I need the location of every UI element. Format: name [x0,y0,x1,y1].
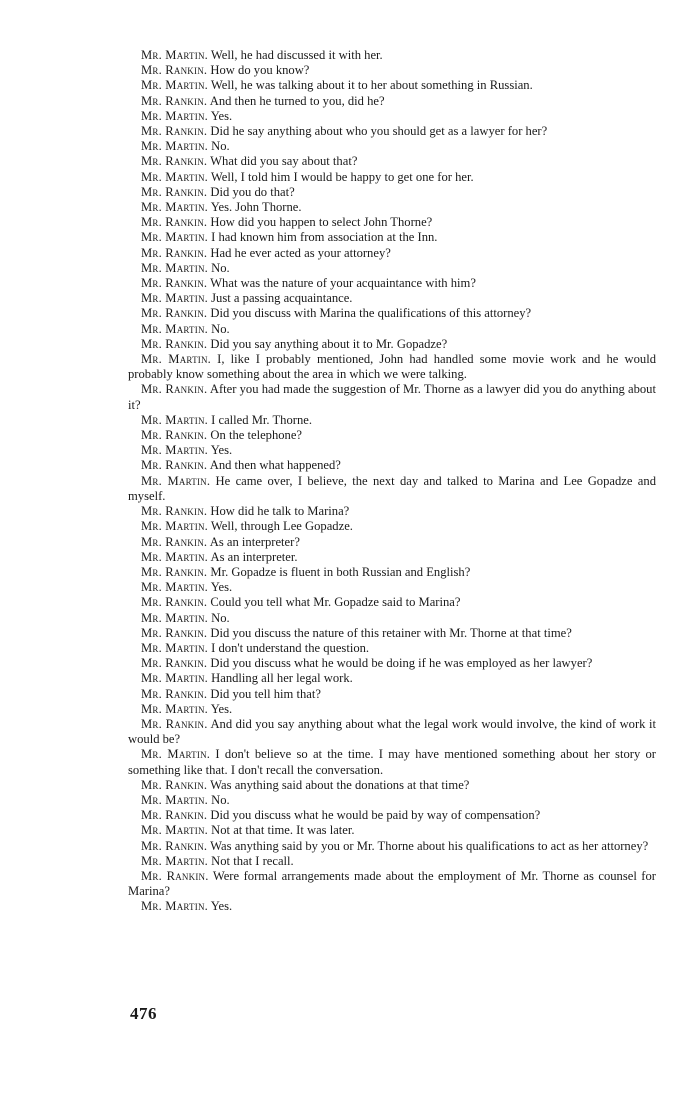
testimony-text: Yes. [210,580,233,595]
speaker-label: Mr. Martin. [141,701,208,716]
speaker-label: Mr. Martin. [141,230,208,245]
transcript-paragraph [128,808,656,823]
testimony-text: Well, he had discussed it with her. [210,48,383,62]
transcript-paragraph [128,717,656,747]
speaker-label: Mr. Rankin. [141,595,208,610]
testimony-text: Did you do that? [210,184,295,199]
transcript-paragraph [128,656,656,671]
speaker-label: Mr. Martin. [141,412,208,427]
testimony-text: Was anything said about the donations at that time? [210,777,470,792]
speaker-label: Mr. Rankin. [141,534,208,549]
speaker-label: Mr. Martin. [141,640,208,655]
transcript-paragraph [128,565,656,580]
speaker-label: Mr. Martin. [141,747,211,762]
transcript-paragraph [128,261,656,276]
testimony-text: No. [211,260,230,275]
testimony-text: And did you say anything about what the legal work would involve, the kind of work it would be? [128,716,656,747]
speaker-label: Mr. Martin. [141,291,208,306]
speaker-label: Mr. Martin. [141,853,208,868]
speaker-label: Mr. Martin. [141,549,208,564]
testimony-text: I don't believe so at the time. I may have mentioned something about her story or something like that. I don't recall the conversation. [128,747,657,777]
transcript-paragraph [128,443,656,458]
transcript-paragraph [128,839,656,854]
speaker-label: Mr. Martin. [141,200,208,215]
speaker-label: Mr. Rankin. [141,458,208,473]
transcript-paragraph [128,747,656,777]
transcript-paragraph [128,458,656,473]
transcript-paragraph [128,78,656,93]
speaker-label: Mr. Martin. [141,108,208,123]
transcript-paragraph [128,702,656,717]
testimony-text: Mr. Gopadze is fluent in both Russian and English? [210,564,471,579]
testimony-text: Handling all her legal work. [211,671,353,686]
speaker-label: Mr. Rankin. [141,777,208,792]
transcript-paragraph [128,504,656,519]
transcript-paragraph [128,519,656,534]
transcript-paragraph [128,306,656,321]
speaker-label: Mr. Martin. [141,519,208,534]
speaker-label: Mr. Martin. [141,899,208,914]
testimony-text: Was anything said by you or Mr. Thorne about his qualifications to act as her attorney? [210,838,649,853]
testimony-text: Yes. [210,108,233,123]
transcript-paragraph [128,382,656,412]
transcript-paragraph [128,641,656,656]
transcript-paragraph [128,139,656,154]
speaker-label: Mr. Rankin. [141,245,208,260]
transcript-paragraph [128,109,656,124]
speaker-label: Mr. Rankin. [141,184,208,199]
speaker-label: Mr. Rankin. [141,93,208,108]
testimony-text: Yes. John Thorne. [210,200,302,215]
transcript-paragraph [128,413,656,428]
speaker-label: Mr. Rankin. [141,63,208,78]
testimony-text: No. [211,792,230,807]
speaker-label: Mr. Rankin. [141,276,208,291]
speaker-label: Mr. Rankin. [141,564,208,579]
testimony-text: As an interpreter. [210,549,298,564]
transcript-paragraph [128,200,656,215]
speaker-label: Mr. Martin. [141,352,212,367]
transcript-paragraph [128,580,656,595]
speaker-label: Mr. Rankin. [141,656,208,671]
speaker-label: Mr. Martin. [141,580,208,595]
testimony-text: I don't understand the question. [211,640,370,655]
testimony-text: Well, he was talking about it to her about something in Russian. [210,78,533,93]
transcript-paragraph [128,793,656,808]
transcript-paragraph [128,474,656,504]
transcript-paragraph [128,48,656,63]
speaker-label: Mr. Rankin. [141,382,208,397]
transcript-paragraph [128,823,656,838]
speaker-label: Mr. Rankin. [141,868,209,883]
transcript-paragraph [128,854,656,869]
transcript-paragraph [128,428,656,443]
testimony-text: No. [211,139,230,154]
testimony-text: Were formal arrangements made about the employment of Mr. Thorne as counsel for Marina? [128,868,656,899]
transcript-paragraph [128,337,656,352]
transcript-paragraph [128,63,656,78]
transcript-paragraph [128,535,656,550]
testimony-text: Did you discuss with Marina the qualifications of this attorney? [210,306,532,321]
testimony-text: Yes. [210,443,233,458]
speaker-label: Mr. Rankin. [141,808,208,823]
testimony-text: How did he talk to Marina? [210,504,350,519]
testimony-text: What was the nature of your acquaintance with him? [210,276,476,291]
transcript-paragraph [128,595,656,610]
testimony-text: No. [211,610,230,625]
speaker-label: Mr. Rankin. [141,625,208,640]
testimony-text: Did you discuss what he would be doing if he was employed as her lawyer? [210,656,593,671]
testimony-text: I had known him from association at the Inn. [211,230,438,245]
transcript-paragraph [128,291,656,306]
speaker-label: Mr. Rankin. [141,124,208,139]
testimony-text: What did you say about that? [210,154,358,169]
speaker-label: Mr. Rankin. [141,306,208,321]
transcript-paragraph [128,611,656,626]
transcript-paragraph [128,276,656,291]
speaker-label: Mr. Rankin. [141,504,208,519]
transcript-paragraph [128,170,656,185]
speaker-label: Mr. Martin. [141,260,208,275]
testimony-text: I called Mr. Thorne. [211,412,312,427]
testimony-text: Yes. [210,701,233,716]
testimony-text: No. [211,321,230,336]
testimony-text: Yes. [210,899,233,914]
speaker-label: Mr. Rankin. [141,336,208,351]
testimony-text: Did you discuss the nature of this retainer with Mr. Thorne at that time? [210,625,572,640]
speaker-label: Mr. Martin. [141,792,208,807]
transcript-paragraph [128,322,656,337]
testimony-text: Could you tell what Mr. Gopadze said to Marina? [210,595,461,610]
testimony-text: How do you know? [210,63,310,78]
transcript-paragraph [128,352,656,382]
speaker-label: Mr. Martin. [141,610,208,625]
transcript-paragraph [128,550,656,565]
speaker-label: Mr. Rankin. [141,428,208,443]
transcript-paragraph [128,626,656,641]
speaker-label: Mr. Martin. [141,671,208,686]
speaker-label: Mr. Martin. [141,473,211,488]
testimony-text: And then he turned to you, did he? [209,93,385,108]
testimony-text: After you had made the suggestion of Mr. Thorne as a lawyer did you do anything about it? [128,382,656,412]
testimony-text: As an interpreter? [209,534,300,549]
testimony-text: Had he ever acted as your attorney? [210,245,391,260]
speaker-label: Mr. Martin. [141,169,208,184]
speaker-label: Mr. Martin. [141,321,208,336]
speaker-label: Mr. Rankin. [141,686,208,701]
speaker-label: Mr. Martin. [141,78,208,93]
testimony-text: Did you discuss what he would be paid by way of compensation? [210,808,541,823]
transcript-paragraph [128,246,656,261]
transcript-paragraph [128,154,656,169]
speaker-label: Mr. Rankin. [141,716,208,731]
transcript-paragraph [128,230,656,245]
testimony-text: On the telephone? [210,428,303,443]
testimony-text: Well, through Lee Gopadze. [210,519,353,534]
page-number: 476 [130,1004,157,1023]
testimony-text: Did you tell him that? [210,686,321,701]
testimony-text: How did you happen to select John Thorne? [210,215,433,230]
speaker-label: Mr. Martin. [141,48,208,62]
speaker-label: Mr. Rankin. [141,215,208,230]
testimony-text: Not at that time. It was later. [211,823,355,838]
transcript-paragraph [128,899,656,914]
transcript-paragraph [128,687,656,702]
testimony-text: Not that I recall. [211,853,294,868]
transcript-paragraph [128,185,656,200]
speaker-label: Mr. Martin. [141,823,208,838]
testimony-text: Well, I told him I would be happy to get one for her. [210,169,474,184]
testimony-text: And then what happened? [209,458,341,473]
transcript-paragraph [128,124,656,139]
speaker-label: Mr. Martin. [141,139,208,154]
testimony-text: He came over, I believe, the next day and talked to Marina and Lee Gopadze and myself. [128,473,656,503]
transcript-page [128,48,656,915]
speaker-label: Mr. Rankin. [141,838,208,853]
transcript-paragraph [128,778,656,793]
transcript-paragraph [128,215,656,230]
transcript-paragraph [128,94,656,109]
testimony-text: Just a passing acquaintance. [211,291,353,306]
testimony-text: Did you say anything about it to Mr. Gopadze? [210,336,448,351]
transcript-paragraph [128,869,656,899]
speaker-label: Mr. Martin. [141,443,208,458]
testimony-text: Did he say anything about who you should get as a lawyer for her? [210,124,548,139]
transcript-paragraph [128,671,656,686]
testimony-text: I, like I probably mentioned, John had handled some movie work and he would probably know something about the area in which we were talking. [128,352,657,382]
speaker-label: Mr. Rankin. [141,154,208,169]
